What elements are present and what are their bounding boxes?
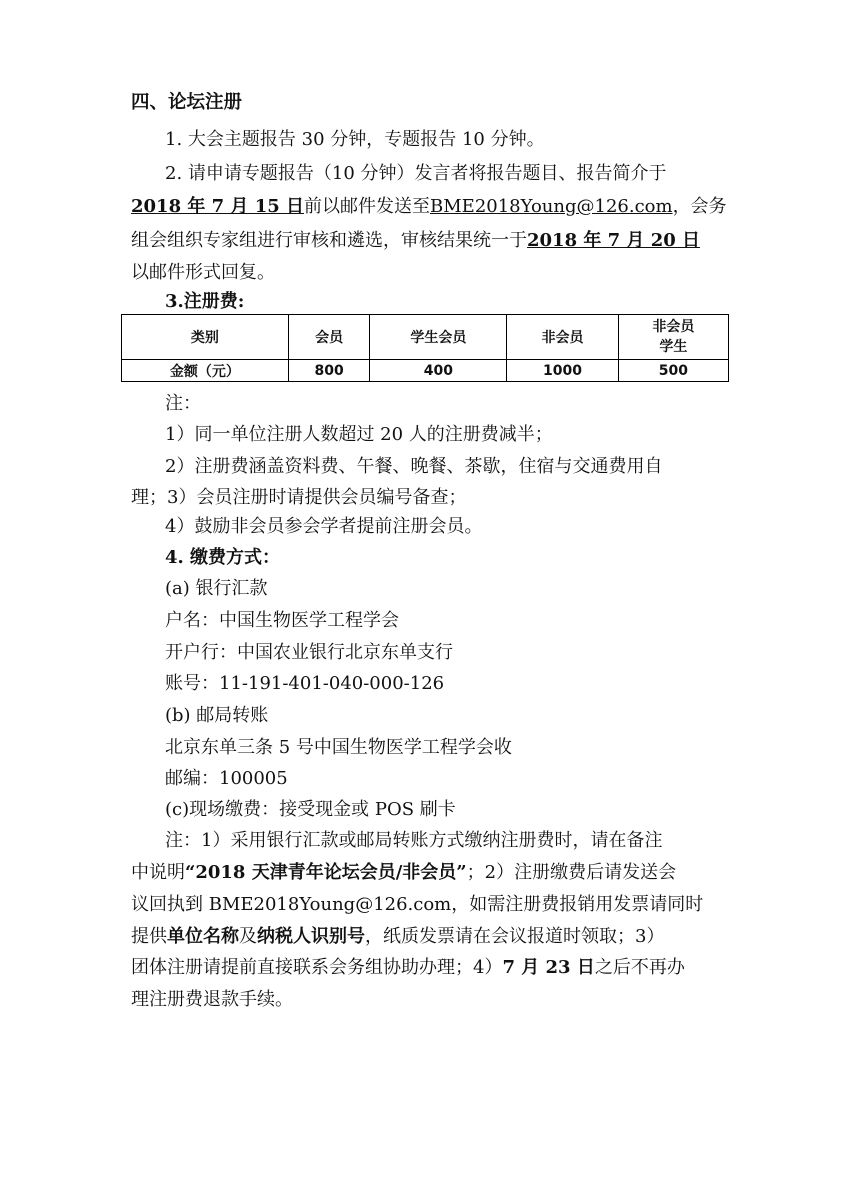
payment-account-name: 户名：中国生物医学工程学会: [165, 610, 399, 631]
fee-student-member: 400: [370, 360, 507, 382]
final-note-line5: [131, 956, 685, 980]
item-2-line4: 以邮件形式回复。: [131, 262, 275, 283]
note-1: 1）同一单位注册人数超过 20 人的注册费减半；: [165, 424, 553, 445]
payment-bank: (a) 银行汇款: [165, 578, 268, 599]
payment-postcode: 邮编：100005: [165, 768, 288, 789]
fee-table-header-row: [122, 315, 729, 360]
final-note-line3: 议回执到 BME2018Young@126.com，如需注册费报销用发票请同时: [131, 894, 704, 915]
note-2-line1: 2）注册费涵盖资料费、午餐、晚餐、茶歇，住宿与交通费用自: [165, 456, 663, 477]
final-note-line4: [131, 925, 664, 949]
deadline-date-1: 2018 年 7 月 15 日: [131, 196, 305, 217]
note-2-line2: 理；3）会员注册时请提供会员编号备查；: [131, 487, 467, 508]
row-label: 金额（元）: [122, 360, 289, 382]
final-note-l2c: ；2）注册缴费后请发送会: [466, 862, 677, 883]
deadline-date-2: 2018 年 7 月 20 日: [527, 230, 701, 251]
payment-post: (b) 邮局转账: [165, 705, 269, 726]
item-2-text-end: ，会务: [672, 196, 727, 217]
final-note-line6: 理注册费退款手续。: [131, 989, 293, 1010]
header-student-member: 学生会员: [370, 315, 507, 360]
final-note-unit-name: 单位名称: [167, 926, 239, 947]
final-note-l5c: 之后不再办: [594, 957, 685, 978]
final-note-l4e: ，纸质发票请在会议报道时领取；3）: [365, 926, 665, 947]
fee-non-member: 1000: [507, 360, 618, 382]
fee-member: 800: [288, 360, 370, 382]
fee-table-row: [122, 360, 729, 382]
payment-bank-name: 开户行：中国农业银行北京东单支行: [165, 642, 453, 663]
header-non-member: 非会员: [507, 315, 618, 360]
payment-heading: 4. 缴费方式：: [165, 547, 281, 568]
fee-table: [121, 314, 729, 382]
final-note-l5a: 团体注册请提前直接联系会务组协助办理；4）: [131, 957, 503, 978]
header-non-member-student-line1: 非会员: [652, 319, 695, 335]
final-note-l4a: 提供: [131, 926, 167, 947]
section-heading: 四、论坛注册: [131, 92, 243, 113]
item-2-text: 前以邮件发送至: [304, 196, 431, 217]
final-note-line2: [131, 861, 676, 885]
final-note-forum-label: “2018 天津青年论坛会员/非会员”: [185, 862, 467, 883]
fee-non-member-student: 500: [618, 360, 728, 382]
final-note-l2a: 中说明: [131, 862, 185, 883]
note-4: 4）鼓励非会员参会学者提前注册会员。: [165, 516, 483, 537]
item-2-line1: 2. 请申请专题报告（10 分钟）发言者将报告题目、报告简介于: [165, 163, 667, 184]
final-note-tax-id: 纳税人识别号: [257, 926, 365, 947]
item-2-line3-text: 组会组织专家组进行审核和遴选，审核结果统一于: [131, 230, 527, 251]
payment-account-no: 账号：11-191-401-040-000-126: [165, 673, 445, 694]
notes-label: 注：: [165, 393, 201, 414]
header-non-member-student-line2: 学生: [659, 339, 688, 355]
final-note-refund-date: 7 月 23 日: [502, 957, 595, 978]
item-2-line2: [131, 195, 727, 219]
fee-heading: 3.注册费:: [165, 291, 245, 312]
email-link[interactable]: BME2018Young@126.com: [430, 196, 673, 217]
header-member: 会员: [288, 315, 370, 360]
header-non-member-student: [618, 315, 728, 360]
header-category: 类别: [122, 315, 289, 360]
payment-onsite: (c)现场缴费：接受现金或 POS 刷卡: [165, 799, 456, 820]
final-note-line1: 注：1）采用银行汇款或邮局转账方式缴纳注册费时，请在备注: [165, 830, 663, 851]
final-note-l4c: 及: [239, 926, 257, 947]
item-1: 1. 大会主题报告 30 分钟，专题报告 10 分钟。: [165, 129, 545, 150]
item-2-line3: [131, 229, 700, 253]
payment-post-address: 北京东单三条 5 号中国生物医学工程学会收: [165, 737, 512, 758]
